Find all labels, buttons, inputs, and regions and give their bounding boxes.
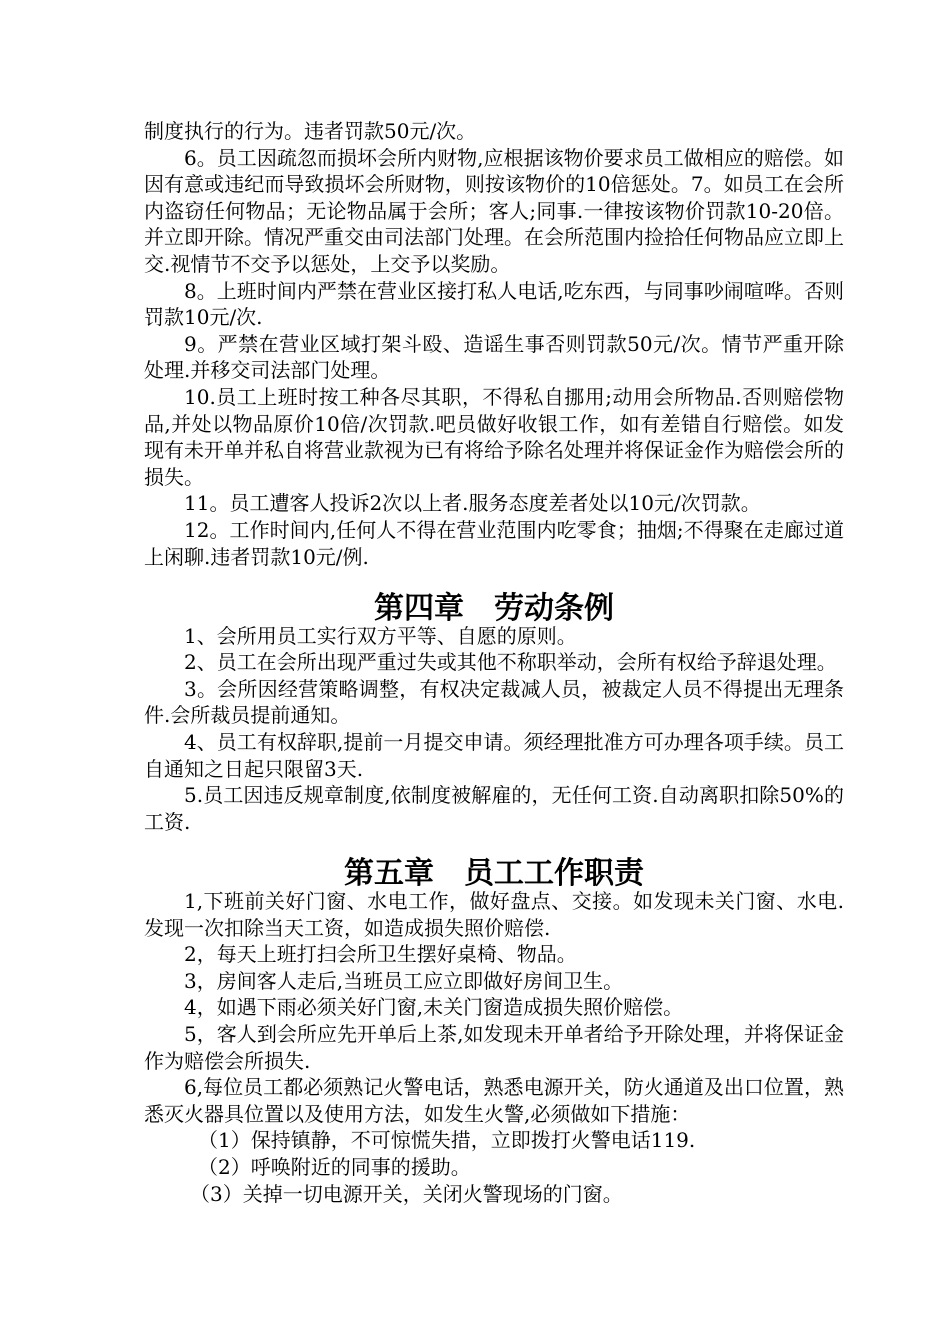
chapter-5-heading: 第五章 员工工作职责 <box>344 856 644 892</box>
chapter-4-heading: 第四章 劳动条例 <box>374 591 614 627</box>
fire-step-1: （1）保持镇静，不可惊慌失措，立即拨打火警电话119. <box>198 1128 696 1153</box>
fire-step-3: （3）关掉一切电源开关，关闭火警现场的门窗。 <box>190 1181 623 1206</box>
fire-step-2: （2）呼唤附近的同事的援助。 <box>198 1154 471 1179</box>
chapter-5-item-3: 3，房间客人走后,当班员工应立即做好房间卫生。 <box>184 968 624 993</box>
chapter-5-item-1: 1,下班前关好门窗、水电工作，做好盘点、交接。如发现未关门窗、水电.发现一次扣除当天工资，如造成损失照价赔偿. <box>144 889 844 940</box>
rule-item-6-7: 6。员工因疏忽而损坏会所内财物,应根据该物价要求员工做相应的赔偿。如因有意或违纪而导致损坏会所财物，则按该物价的10倍惩处。7。如员工在会所内盗窃任何物品；无论物品属于会所；客人;同事.一律按该物价罚款10-20倍。并立即开除。情况严重交由司法部门处理。在会所范围内捡拾任何物品应立即上交.视情节不交予以惩处，上交予以奖励。 <box>144 145 844 276</box>
chapter-5-item-2: 2，每天上班打扫会所卫生摆好桌椅、物品。 <box>184 942 577 967</box>
rule-item-11: 11。员工遭客人投诉2次以上者.服务态度差者处以10元/次罚款。 <box>184 491 761 516</box>
chapter-5-item-6: 6,每位员工都必须熟记火警电话，熟悉电源开关，防火通道及出口位置，熟悉灭火器具位置以及使用方法，如发生火警,必须做如下措施： <box>144 1075 844 1126</box>
document-body <box>144 118 844 1207</box>
paragraph-continued: 制度执行的行为。违者罚款50元/次。 <box>144 119 477 143</box>
rule-item-8: 8。上班时间内严禁在营业区接打私人电话,吃东西，与同事吵闹喧哗。否则罚款10元/次. <box>144 278 844 330</box>
chapter-5-item-5: 5，客人到会所应先开单后上茶,如发现未开单者给予开除处理，并将保证金作为赔偿会所损失. <box>144 1022 844 1073</box>
chapter-4-item-3: 3。会所因经营策略调整，有权决定裁减人员，被裁定人员不得提出无理条件.会所裁员提前通知。 <box>144 676 844 728</box>
chapter-4-item-2: 2、员工在会所出现严重过失或其他不称职举动，会所有权给予辞退处理。 <box>184 650 837 675</box>
chapter-4-item-1: 1、会所用员工实行双方平等、自愿的原则。 <box>184 623 577 648</box>
rule-item-10: 10.员工上班时按工种各尽其职，不得私自挪用;动用会所物品.否则赔偿物品,并处以物品原价10倍/次罚款.吧员做好收银工作，如有差错自行赔偿。如发现有未开单并私自将营业款视为已有将给予除名处理并将保证金作为赔偿会所的损失。 <box>144 384 844 489</box>
chapter-5-item-4: 4，如遇下雨必须关好门窗,未关门窗造成损失照价赔偿。 <box>184 995 684 1020</box>
chapter-4-item-4: 4、员工有权辞职,提前一月提交申请。须经理批准方可办理各项手续。员工自通知之日起只限留3天. <box>144 730 844 781</box>
rule-item-9: 9。严禁在营业区域打架斗殴、造谣生事否则罚款50元/次。情节严重开除处理.并移交司法部门处理。 <box>144 331 844 383</box>
chapter-4-item-5: 5.员工因违反规章制度,依制度被解雇的，无任何工资.自动离职扣除50%的工资. <box>144 783 844 834</box>
rule-item-12: 12。工作时间内,任何人不得在营业范围内吃零食；抽烟;不得聚在走廊过道上闲聊.违者罚款10元/例. <box>144 517 844 569</box>
